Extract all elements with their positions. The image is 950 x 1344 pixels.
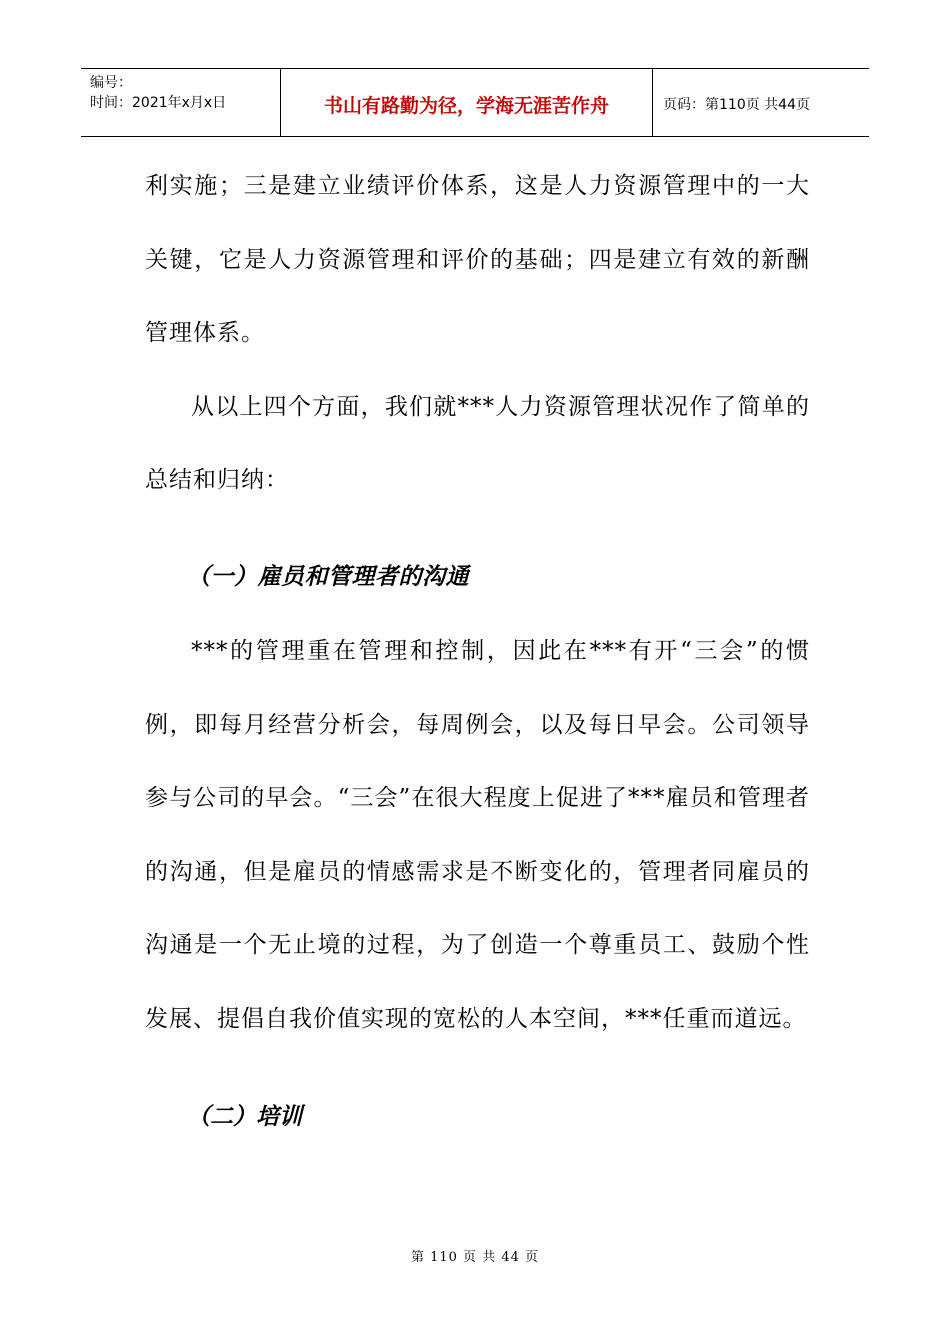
header-page-info: 页码：第110页 共44页	[663, 96, 810, 113]
document-date: 时间：2021年x月x日	[90, 95, 227, 111]
document-number-label: 编号：	[90, 75, 132, 91]
section-heading: （一）雇员和管理者的沟通	[187, 562, 469, 590]
header-meta	[81, 69, 281, 136]
header-motto: 书山有路勤为径，学海无涯苦作舟	[281, 69, 653, 136]
paragraph: ***的管理重在管理和控制，因此在***有开“三会”的惯例，即每月经营分析会，每周例会，以及每日早会。公司领导参与公司的早会。“三会”在很大程度上促进了***雇员和管理者的沟通，但是雇员的情感需求是不断变化的，管理者同雇员的沟通是一个无止境的过程，为了创造一个尊重员工、鼓励个性发展、提倡自我价值实现的宽松的人本空间，***任重而道远。	[145, 638, 810, 1032]
paragraph: 从以上四个方面，我们就***人力资源管理状况作了简单的总结和归纳：	[145, 393, 810, 493]
document-body	[145, 150, 810, 1154]
paragraph: 利实施；三是建立业绩评价体系，这是人力资源管理中的一大关键，它是人力资源管理和评价的基础；四是建立有效的新酬管理体系。	[145, 173, 810, 346]
page-footer: 第 110 页 共 44 页	[410, 1250, 540, 1265]
page-header	[81, 68, 869, 137]
section-heading: （二）培训	[187, 1103, 302, 1130]
